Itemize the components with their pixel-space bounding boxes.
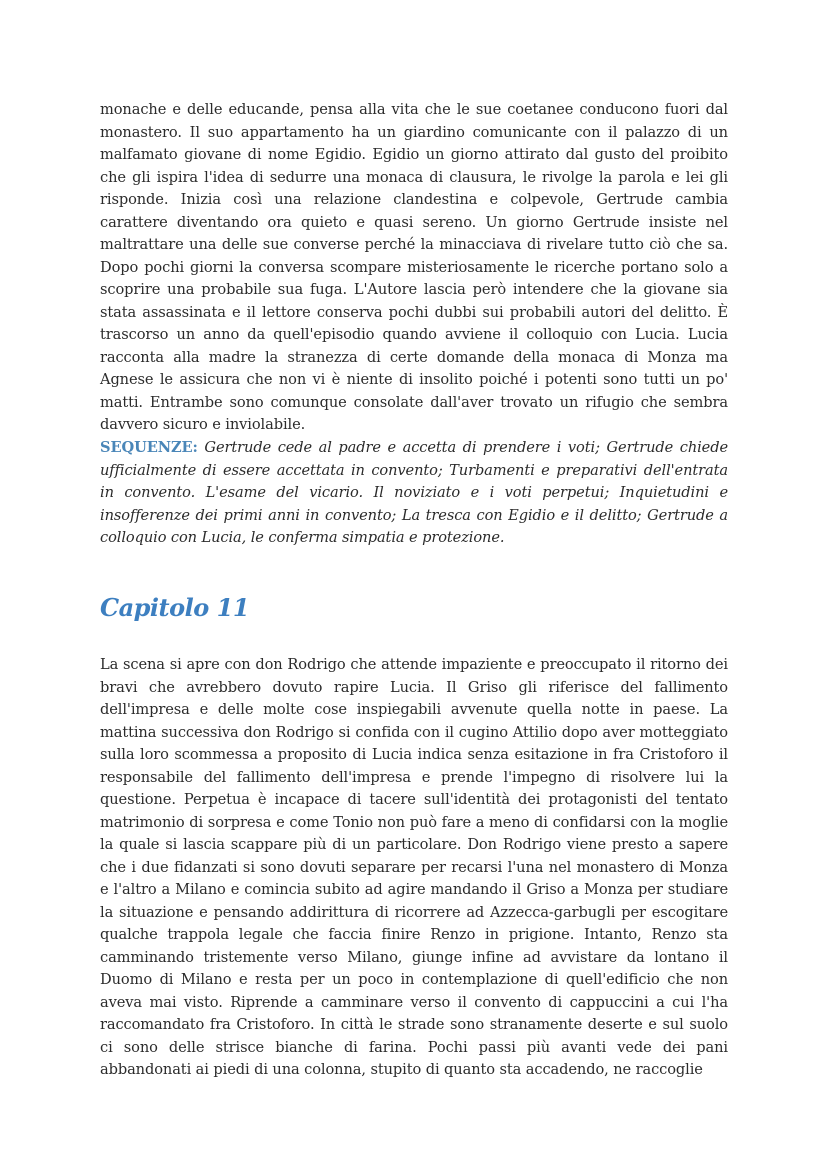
chapter-heading: Capitolo 11 bbox=[100, 593, 250, 622]
sequences-label: SEQUENZE: bbox=[100, 439, 198, 456]
chapter-paragraph: La scena si apre con don Rodrigo che attende impaziente e preoccupato il ritorno dei bravi che avrebbero dovuto rapire Lucia. Il Griso gli riferisce del fallimento dell'impresa e delle molte cose inspiegabili avvenute quella notte in paese. La mattina successiva don Rodrigo si confida con il cugino Attilio dopo aver motteggiato sulla loro scommessa a proposito di Lucia indica senza esitazione in fra Cristoforo il responsabile del fallimento dell'impresa e prende l'impegno di risolvere lui la questione. Perpetua è incapace di tacere sull'identità dei protagonisti del tentato matrimonio di sorpresa e come Tonio non può fare a meno di confidarsi con la moglie la quale si lascia scappare più di un particolare. Don Rodrigo viene presto a sapere che i due fidanzati si sono dovuti separare per recarsi l'una nel monastero di Monza e l'altro a Milano e comincia subito ad agire mandando il Griso a Monza per studiare la situazione e pensando addirittura di ricorrere ad Azzecca-garbugli per escogitare qualche trappola legale che faccia finire Renzo in prigione. Intanto, Renzo sta camminando tristemente verso Milano, giunge infine ad avvistare da lontano il Duomo di Milano e resta per un poco in contemplazione di quell'edificio che non aveva mai visto. Riprende a camminare verso il convento di cappuccini a cui l'ha raccomandato fra Cristoforo. In città le strade sono stranamente deserte e sul suolo ci sono delle strisce bianche di farina. Pochi passi più avanti vede dei pani abbandonati ai piedi di una colonna, stupito di quanto sta accadendo, ne raccoglie bbox=[100, 656, 728, 1078]
sequences-text: Gertrude cede al padre e accetta di prendere i voti; Gertrude chiede ufficialmente di essere accettata in convento; Turbamenti e preparativi dell'entrata in convento. L'esame del vicario. Il noviziato e i voti perpetui; Inquietudini e insofferenze dei primi anni in convento; La tresca con Egidio e il delitto; Gertrude a colloquio con Lucia, le conferma simpatia e protezione. bbox=[100, 439, 728, 546]
summary-paragraph: monache e delle educande, pensa alla vita che le sue coetanee conducono fuori dal monastero. Il suo appartamento ha un giardino comunicante con il palazzo di un malfamato giovane di nome Egidio. Egidio un giorno attirato dal gusto del proibito che gli ispira l'idea di sedurre una monaca di clausura, le rivolge la parola e lei gli risponde. Inizia così una relazione clandestina e colpevole, Gertrude cambia carattere diventando ora quieto e quasi sereno. Un giorno Gertrude insiste nel maltrattare una delle sue converse perché la minacciava di rivelare tutto ciò che sa. Dopo pochi giorni la conversa scompare misteriosamente le ricerche portano solo a scoprire una probabile sua fuga. L'Autore lascia però intendere che la giovane sia stata assassinata e il lettore conserva pochi dubbi sui probabili autori del delitto. È trascorso un anno da quell'episodio quando avviene il colloquio con Lucia. Lucia racconta alla madre la stranezza di certe domande della monaca di Monza ma Agnese le assicura che non vi è niente di insolito poiché i potenti sono tutti un po' matti. Entrambe sono comunque consolate dall'aver trovato un rifugio che sembra davvero sicuro e inviolabile. bbox=[100, 101, 728, 433]
sequences-paragraph bbox=[100, 437, 728, 550]
